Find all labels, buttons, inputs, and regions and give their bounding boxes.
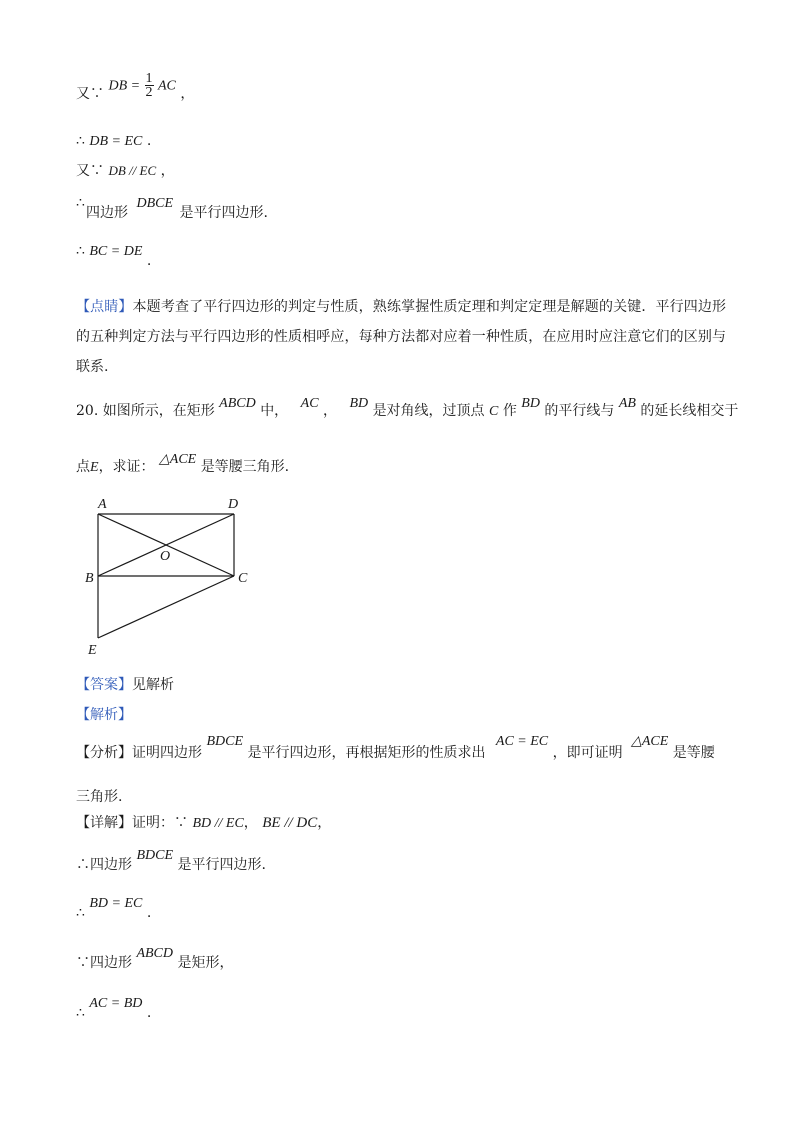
therefore-symbol: ∴ (76, 1005, 85, 1021)
dianjing-text: 本题考查了平行四边形的判定与性质，熟练掌握性质定理和判定定理是解题的关键．平行四边形的五种判定方法与平行四边形的性质相呼应，每种方法都对应着一种性质，在应用时应注意它们的区别与联系. (76, 299, 727, 375)
text: 三角形. (76, 789, 123, 805)
punctuation: ， (160, 163, 175, 179)
math-expression: DB = (108, 78, 141, 94)
xiangjie-tag: 【详解】 (76, 815, 132, 831)
text: 是矩形， (177, 955, 234, 971)
dianjing-tag: 【点睛】 (76, 299, 133, 315)
label-b: B (85, 571, 94, 586)
math-expression: BE // DC (262, 815, 318, 831)
therefore-symbol: ∴ (76, 195, 85, 211)
answer-text: 见解析 (132, 677, 174, 693)
label-a: A (98, 497, 107, 512)
text: 是等腰 (672, 745, 715, 761)
text: ，求证： (98, 459, 155, 475)
text: 是平行四边形. (179, 205, 268, 221)
fenxi-tag: 【分析】 (76, 745, 132, 761)
text: 点 (76, 459, 90, 475)
text: 20. 如图所示，在矩形 (76, 403, 215, 419)
math-expression: BC = DE (89, 244, 143, 259)
xiangjie-line (76, 816, 331, 831)
math-expression: E (90, 460, 99, 475)
math-expression: C (489, 404, 499, 419)
fenxi-line-1 (76, 734, 715, 761)
because-symbol: 又∵ (76, 163, 104, 179)
therefore-symbol: ∴ (76, 857, 90, 873)
because-symbol: ∵ (174, 815, 188, 831)
text: 是等腰三角形. (200, 459, 290, 475)
text: 四边形 (90, 857, 132, 873)
text: 证明四边形 (132, 745, 202, 761)
label-o: O (160, 549, 171, 564)
therefore-symbol: ∴ (76, 243, 85, 259)
math-expression: DB = EC (89, 134, 143, 149)
segment-ce (98, 576, 234, 638)
label-d: D (228, 497, 239, 512)
therefore-symbol: ∴ (76, 905, 85, 921)
proof-line-dbce-parallelogram (76, 195, 268, 221)
analysis-tag: 【解析】 (76, 707, 132, 723)
math-expression: AC = EC (495, 734, 549, 749)
text: 证明： (132, 815, 174, 831)
punctuation: ， (180, 85, 195, 102)
step-bd-eq-ec (76, 896, 152, 921)
text: ， (322, 403, 337, 419)
math-expression: AB (618, 396, 636, 411)
text: 是对角线，过顶点 (372, 403, 485, 419)
answer-line (76, 678, 174, 692)
rectangle-figure (80, 494, 260, 664)
math-expression: BDCE (206, 734, 244, 749)
math-expression: BD (349, 396, 369, 411)
math-expression: AC (300, 396, 319, 411)
math-expression: DB // EC (108, 163, 157, 178)
question-20-line-2 (76, 452, 290, 475)
text: 是平行四边形，再根据矩形的性质求出 (247, 745, 486, 761)
punctuation: . (146, 905, 152, 921)
step-ac-eq-bd (76, 996, 152, 1021)
step-abcd-rectangle (76, 946, 234, 971)
therefore-symbol: ∴ (76, 133, 85, 149)
question-20-line-1 (76, 396, 739, 419)
text: 的平行线与 (544, 403, 615, 419)
proof-line-db-parallel-ec (76, 164, 175, 178)
punctuation: . (146, 1005, 152, 1021)
text: 的延长线相交于 (640, 403, 739, 419)
proof-line-bc-eq-de (76, 243, 152, 269)
math-expression: BD (521, 396, 540, 411)
proof-line-db-half-ac (76, 71, 195, 102)
fraction-numerator: 1 (145, 71, 153, 86)
math-expression: BDCE (136, 848, 174, 863)
text: ，即可证明 (552, 745, 623, 761)
text: 作 (502, 403, 517, 419)
punctuation: ， (243, 815, 258, 831)
punctuation: ， (317, 815, 332, 831)
text: 四边形 (86, 205, 128, 221)
math-expression: △ACE (631, 734, 669, 749)
fenxi-line-2 (76, 790, 122, 804)
text: 中， (260, 403, 289, 419)
math-expression: BD // EC (192, 816, 244, 831)
proof-line-db-eq-ec (76, 134, 151, 149)
fraction-half (145, 72, 154, 99)
math-expression: AC (157, 78, 176, 94)
math-expression: ABCD (136, 946, 174, 961)
math-expression: DBCE (136, 196, 174, 211)
label-c: C (238, 571, 248, 586)
label-e: E (88, 643, 97, 658)
math-expression: BD = EC (89, 896, 143, 911)
math-expression: △ACE (159, 452, 197, 467)
step-bdce-parallelogram (76, 848, 266, 873)
math-expression: AC = BD (89, 996, 143, 1011)
punctuation: . (146, 253, 152, 269)
dianjing-paragraph (76, 292, 726, 382)
fraction-denominator: 2 (145, 85, 153, 100)
analysis-line (76, 708, 132, 722)
math-expression: ABCD (219, 396, 256, 411)
answer-tag: 【答案】 (76, 677, 132, 693)
because-symbol: 又∵ (76, 85, 104, 102)
because-symbol: ∵ (76, 955, 90, 971)
punctuation: . (146, 133, 152, 149)
text: 是平行四边形. (177, 857, 266, 873)
text: 四边形 (90, 955, 132, 971)
